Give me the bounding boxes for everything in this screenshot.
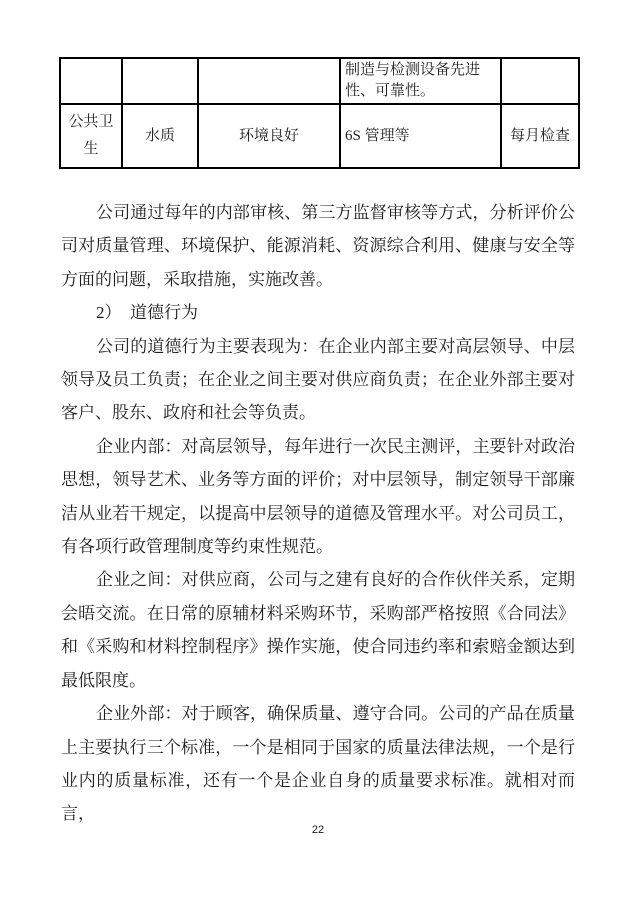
table-row	[60, 58, 579, 104]
document-body	[61, 196, 575, 831]
paragraph: 企业外部：对于顾客，确保质量、遵守合同。公司的产品在质量上主要执行三个标准，一个是相同于国家的质量法律法规，一个是行业内的质量标准，还有一个是企业自身的质量要求标准。就相对而言，	[61, 704, 575, 824]
paragraph: 公司通过每年的内部审核、第三方监督审核等方式，分析评价公司对质量管理、环境保护、能源消耗、资源综合利用、健康与安全等方面的问题，采取措施，实施改善。	[61, 203, 575, 289]
table-cell: 环境良好	[198, 104, 340, 168]
table-cell: 制造与检测设备先进性、可靠性。	[340, 58, 501, 104]
table-cell: 每月检查	[501, 104, 579, 168]
continuation-table	[59, 57, 580, 169]
paragraph: 企业内部：对高层领导，每年进行一次民主测评，主要针对政治思想，领导艺术、业务等方面的评价；对中层领导，制定领导干部廉洁从业若干规定，以提高中层领导的道德及管理水平。对公司员工，有各项行政管理制度等约束性规范。	[61, 436, 575, 557]
paragraph: 企业之间：对供应商，公司与之建有良好的合作伙伴关系，定期会晤交流。在日常的原辅材料采购环节，采购部严格按照《合同法》和《采购和材料控制程序》操作实施，使合同违约率和索赔金额达到最低限度。	[61, 570, 575, 690]
paragraph: 公司的道德行为主要表现为：在企业内部主要对高层领导、中层领导及员工负责；在企业之间主要对供应商负责；在企业外部主要对客户、股东、政府和社会等负责。	[61, 336, 575, 423]
table-cell: 水质	[122, 104, 198, 168]
section-heading: 2） 道德行为	[96, 303, 198, 323]
table-row	[60, 104, 579, 168]
table-cell	[60, 58, 122, 104]
table-cell	[501, 58, 579, 104]
table-cell: 公共卫生	[60, 104, 122, 168]
table-cell	[122, 58, 198, 104]
table-cell: 6S 管理等	[340, 104, 501, 168]
page-number: 22	[311, 824, 325, 836]
table-cell	[198, 58, 340, 104]
